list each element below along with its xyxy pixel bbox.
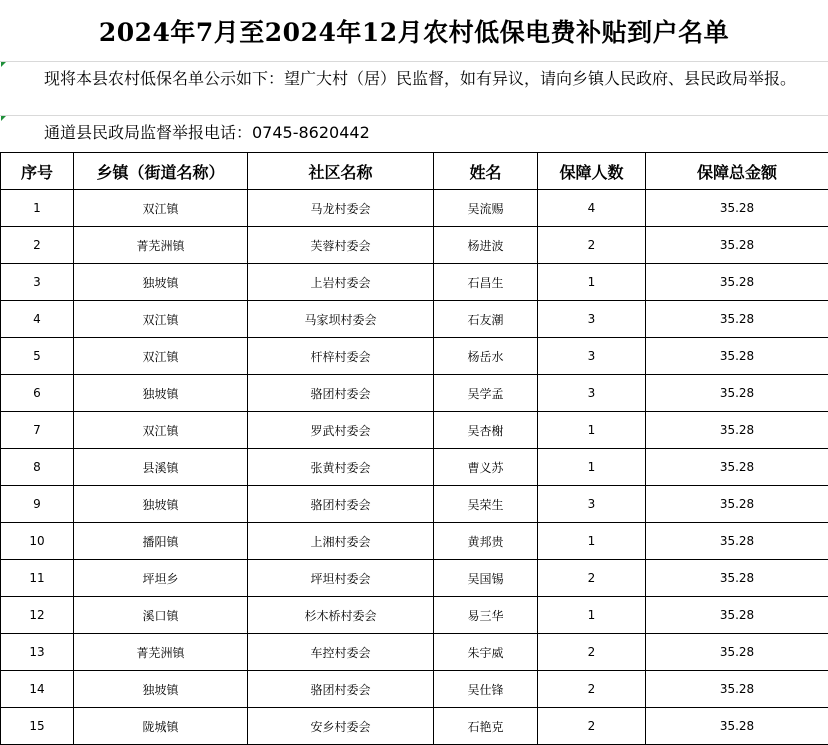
cell-township[interactable]: 陇城镇 bbox=[74, 708, 248, 745]
cell-name[interactable]: 杨进波 bbox=[434, 227, 538, 264]
cell-persons[interactable]: 3 bbox=[538, 301, 646, 338]
cell-index[interactable]: 10 bbox=[1, 523, 74, 560]
cell-community[interactable]: 上岩村委会 bbox=[248, 264, 434, 301]
cell-community[interactable]: 罗武村委会 bbox=[248, 412, 434, 449]
cell-name[interactable]: 杨岳水 bbox=[434, 338, 538, 375]
header-community: 社区名称 bbox=[248, 153, 434, 190]
cell-persons[interactable]: 3 bbox=[538, 338, 646, 375]
cell-name[interactable]: 吴学孟 bbox=[434, 375, 538, 412]
cell-index[interactable]: 12 bbox=[1, 597, 74, 634]
notice-text: 现将本县农村低保名单公示如下：望广大村（居）民监督，如有异议，请向乡镇人民政府、县民政局举报。 bbox=[0, 62, 828, 116]
cell-community[interactable]: 杉木桥村委会 bbox=[248, 597, 434, 634]
cell-amount[interactable]: 35.28 bbox=[646, 708, 828, 745]
cell-community[interactable]: 马龙村委会 bbox=[248, 190, 434, 227]
table-row bbox=[1, 486, 828, 523]
cell-name[interactable]: 曹义苏 bbox=[434, 449, 538, 486]
cell-township[interactable]: 坪坦乡 bbox=[74, 560, 248, 597]
cell-persons[interactable]: 1 bbox=[538, 264, 646, 301]
cell-township[interactable]: 双江镇 bbox=[74, 338, 248, 375]
cell-township[interactable]: 溪口镇 bbox=[74, 597, 248, 634]
cell-index[interactable]: 11 bbox=[1, 560, 74, 597]
cell-persons[interactable]: 1 bbox=[538, 523, 646, 560]
table-row bbox=[1, 597, 828, 634]
cell-name[interactable]: 朱宇威 bbox=[434, 634, 538, 671]
cell-township[interactable]: 独坡镇 bbox=[74, 375, 248, 412]
cell-name[interactable]: 石昌生 bbox=[434, 264, 538, 301]
cell-amount[interactable]: 35.28 bbox=[646, 375, 828, 412]
cell-township[interactable]: 播阳镇 bbox=[74, 523, 248, 560]
cell-index[interactable]: 1 bbox=[1, 190, 74, 227]
table-row bbox=[1, 301, 828, 338]
cell-township[interactable]: 双江镇 bbox=[74, 412, 248, 449]
cell-community[interactable]: 坪坦村委会 bbox=[248, 560, 434, 597]
cell-community[interactable]: 马家坝村委会 bbox=[248, 301, 434, 338]
table-row bbox=[1, 338, 828, 375]
cell-amount[interactable]: 35.28 bbox=[646, 449, 828, 486]
cell-name[interactable]: 吴国锡 bbox=[434, 560, 538, 597]
cell-name[interactable]: 吴仕锋 bbox=[434, 671, 538, 708]
table-row bbox=[1, 412, 828, 449]
header-persons: 保障人数 bbox=[538, 153, 646, 190]
cell-amount[interactable]: 35.28 bbox=[646, 634, 828, 671]
cell-persons[interactable]: 2 bbox=[538, 634, 646, 671]
cell-amount[interactable]: 35.28 bbox=[646, 486, 828, 523]
cell-persons[interactable]: 4 bbox=[538, 190, 646, 227]
cell-persons[interactable]: 2 bbox=[538, 227, 646, 264]
table-row bbox=[1, 523, 828, 560]
cell-amount[interactable]: 35.28 bbox=[646, 523, 828, 560]
cell-township[interactable]: 独坡镇 bbox=[74, 486, 248, 523]
cell-index[interactable]: 5 bbox=[1, 338, 74, 375]
cell-township[interactable]: 菁芜洲镇 bbox=[74, 634, 248, 671]
cell-index[interactable]: 3 bbox=[1, 264, 74, 301]
table-row bbox=[1, 190, 828, 227]
table-header-row bbox=[1, 153, 828, 190]
cell-community[interactable]: 骆团村委会 bbox=[248, 486, 434, 523]
cell-township[interactable]: 双江镇 bbox=[74, 301, 248, 338]
cell-persons[interactable]: 1 bbox=[538, 412, 646, 449]
cell-name[interactable]: 吴杏榭 bbox=[434, 412, 538, 449]
hotline-text: 通道县民政局监督举报电话：0745-8620442 bbox=[0, 116, 828, 152]
header-township: 乡镇（街道名称） bbox=[74, 153, 248, 190]
table-row bbox=[1, 449, 828, 486]
cell-amount[interactable]: 35.28 bbox=[646, 190, 828, 227]
table-row bbox=[1, 671, 828, 708]
table-row bbox=[1, 560, 828, 597]
cell-index[interactable]: 9 bbox=[1, 486, 74, 523]
cell-community[interactable]: 上湘村委会 bbox=[248, 523, 434, 560]
cell-persons[interactable]: 2 bbox=[538, 708, 646, 745]
cell-name[interactable]: 石艳克 bbox=[434, 708, 538, 745]
cell-amount[interactable]: 35.28 bbox=[646, 338, 828, 375]
cell-amount[interactable]: 35.28 bbox=[646, 227, 828, 264]
cell-community[interactable]: 骆团村委会 bbox=[248, 671, 434, 708]
cell-index[interactable]: 2 bbox=[1, 227, 74, 264]
cell-persons[interactable]: 1 bbox=[538, 449, 646, 486]
table-row bbox=[1, 227, 828, 264]
recipient-table bbox=[0, 152, 828, 745]
header-index: 序号 bbox=[1, 153, 74, 190]
cell-community[interactable]: 芙蓉村委会 bbox=[248, 227, 434, 264]
table-row bbox=[1, 375, 828, 412]
cell-community[interactable]: 骆团村委会 bbox=[248, 375, 434, 412]
cell-index[interactable]: 14 bbox=[1, 671, 74, 708]
cell-amount[interactable]: 35.28 bbox=[646, 597, 828, 634]
cell-index[interactable]: 13 bbox=[1, 634, 74, 671]
cell-name[interactable]: 易三华 bbox=[434, 597, 538, 634]
cell-name[interactable]: 吴荣生 bbox=[434, 486, 538, 523]
cell-index[interactable]: 6 bbox=[1, 375, 74, 412]
cell-township[interactable]: 独坡镇 bbox=[74, 671, 248, 708]
cell-index[interactable]: 4 bbox=[1, 301, 74, 338]
cell-persons[interactable]: 3 bbox=[538, 486, 646, 523]
cell-community[interactable]: 杆梓村委会 bbox=[248, 338, 434, 375]
cell-community[interactable]: 安乡村委会 bbox=[248, 708, 434, 745]
cell-persons[interactable]: 2 bbox=[538, 671, 646, 708]
header-name: 姓名 bbox=[434, 153, 538, 190]
cell-persons[interactable]: 1 bbox=[538, 597, 646, 634]
cell-community[interactable]: 张黄村委会 bbox=[248, 449, 434, 486]
cell-persons[interactable]: 3 bbox=[538, 375, 646, 412]
page-title: 2024年7月至2024年12月农村低保电费补贴到户名单 bbox=[0, 0, 828, 62]
table-row bbox=[1, 634, 828, 671]
header-amount: 保障总金额 bbox=[646, 153, 828, 190]
cell-township[interactable]: 县溪镇 bbox=[74, 449, 248, 486]
cell-amount[interactable]: 35.28 bbox=[646, 412, 828, 449]
cell-name[interactable]: 黄邦贵 bbox=[434, 523, 538, 560]
cell-name[interactable]: 石友潮 bbox=[434, 301, 538, 338]
cell-amount[interactable]: 35.28 bbox=[646, 560, 828, 597]
cell-amount[interactable]: 35.28 bbox=[646, 671, 828, 708]
cell-name[interactable]: 吴流赐 bbox=[434, 190, 538, 227]
cell-township[interactable]: 菁芜洲镇 bbox=[74, 227, 248, 264]
table-row bbox=[1, 708, 828, 745]
cell-index[interactable]: 15 bbox=[1, 708, 74, 745]
cell-township[interactable]: 双江镇 bbox=[74, 190, 248, 227]
cell-persons[interactable]: 2 bbox=[538, 560, 646, 597]
cell-index[interactable]: 7 bbox=[1, 412, 74, 449]
cell-amount[interactable]: 35.28 bbox=[646, 264, 828, 301]
cell-index[interactable]: 8 bbox=[1, 449, 74, 486]
cell-township[interactable]: 独坡镇 bbox=[74, 264, 248, 301]
cell-amount[interactable]: 35.28 bbox=[646, 301, 828, 338]
table-row bbox=[1, 264, 828, 301]
cell-community[interactable]: 车控村委会 bbox=[248, 634, 434, 671]
